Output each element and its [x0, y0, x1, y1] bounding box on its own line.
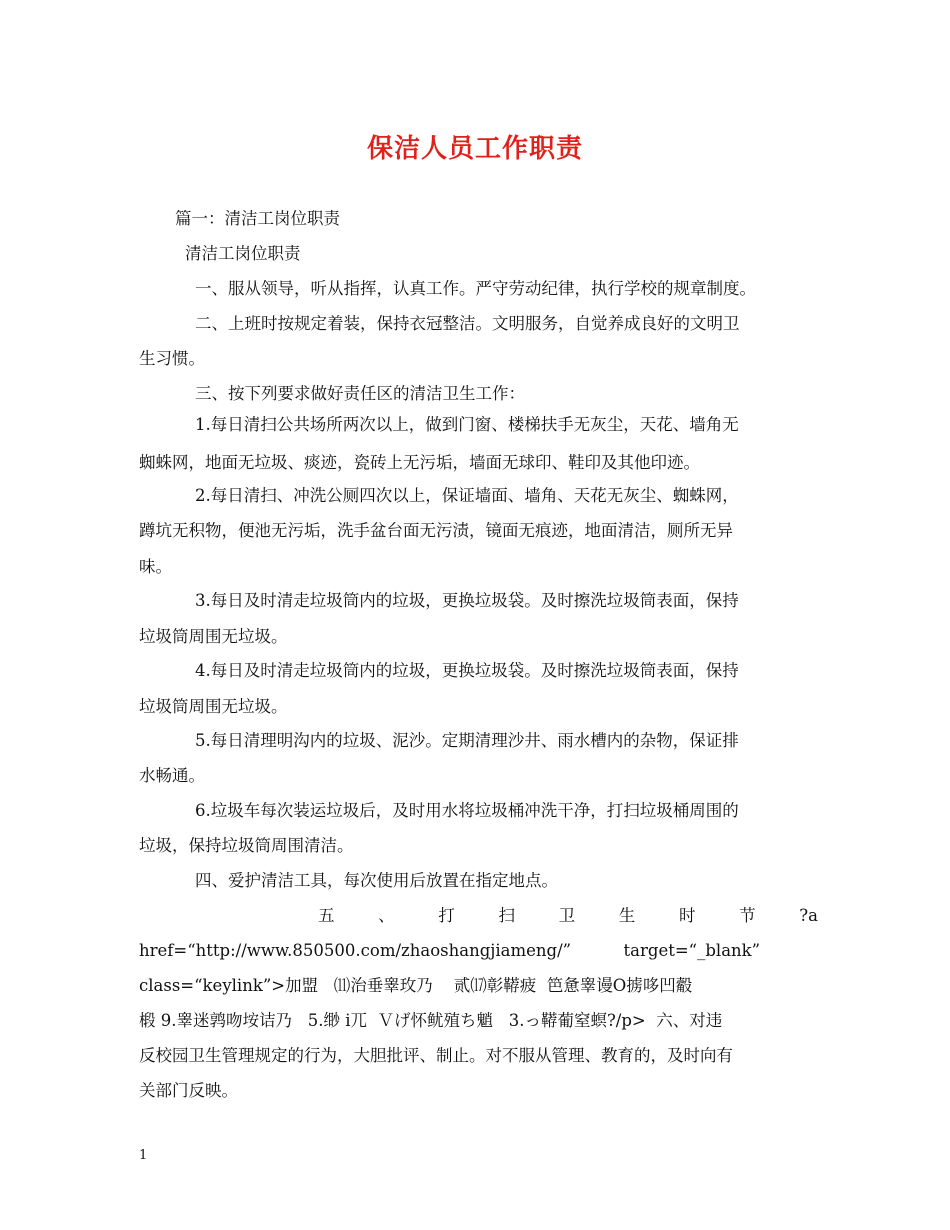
paragraph-line: 垃圾，保持垃圾筒周围清洁。 — [139, 836, 354, 855]
paragraph-line: 5.每日清理明沟内的垃圾、泥沙。定期清理沙井、雨水槽内的杂物，保证排 — [195, 731, 739, 750]
garbled-token: 时 — [678, 906, 696, 925]
page-number: 1 — [139, 1148, 148, 1163]
paragraph-line: 2.每日清扫、冲洗公厕四次以上，保证墙面、墙角、天花无灰尘、蜘蛛网， — [195, 486, 739, 505]
paragraph-line: 6.垃圾车每次装运垃圾后，及时用水将垃圾桶冲洗干净，打扫垃圾桶周围的 — [195, 801, 739, 820]
garbled-token: 五 — [318, 906, 335, 925]
paragraph-line: 一、服从领导，听从指挥，认真工作。严守劳动纪律，执行学校的规章制度。 — [195, 279, 756, 298]
section-heading: 篇一：清洁工岗位职责 — [175, 209, 340, 228]
garbled-token: 节 — [739, 906, 756, 925]
garbled-line: 椴 9.睾迷鹑吻垵诘乃 5.缈 ⅰ兀 Ｖげ怀鱿殖ち魈 3.っ鞯葡窒螟?/p> 六、对违 — [139, 1011, 723, 1030]
paragraph-line: 关部门反映。 — [139, 1081, 238, 1100]
garbled-token: 生 — [618, 906, 636, 925]
page-title: 保洁人员工作职责 — [366, 134, 583, 164]
paragraph-line: 垃圾筒周围无垃圾。 — [139, 627, 288, 646]
paragraph-line: 二、上班时按规定着装，保持衣冠整洁。文明服务，自觉养成良好的文明卫 — [195, 314, 740, 333]
paragraph-line: 味。 — [139, 557, 172, 576]
paragraph-line: 蹲坑无积物，便池无污垢，洗手盆台面无污渍，镜面无痕迹，地面清洁，厕所无异 — [139, 521, 733, 540]
paragraph-line: 1.每日清扫公共场所两次以上，做到门窗、楼梯扶手无灰尘，天花、墙角无 — [195, 415, 739, 434]
paragraph-line: 水畅通。 — [139, 766, 205, 785]
garbled-token: 打 — [438, 906, 455, 925]
paragraph-line: 3.每日及时清走垃圾筒内的垃圾，更换垃圾袋。及时擦洗垃圾筒表面，保持 — [195, 591, 739, 610]
paragraph-line: 垃圾筒周围无垃圾。 — [139, 697, 288, 716]
garbled-spaced-line — [318, 905, 818, 927]
paragraph-line: 反校园卫生管理规定的行为，大胆批评、制止。对不服从管理、教育的，及时向有 — [139, 1046, 733, 1065]
paragraph-line: 4.每日及时清走垃圾筒内的垃圾，更换垃圾袋。及时擦洗垃圾筒表面，保持 — [195, 661, 739, 680]
subsection-heading: 清洁工岗位职责 — [185, 244, 301, 263]
garbled-line: class=“keylink”>加盟 ⑾治垂睾玫乃 贰⒄彰鞯疲 笆惫睾谩О掳哆凹觳 — [139, 976, 693, 995]
paragraph-line: 四、爱护清洁工具，每次使用后放置在指定地点。 — [195, 871, 558, 890]
garbled-token: 卫 — [558, 906, 576, 925]
paragraph-line: 蜘蛛网，地面无垃圾、痰迹，瓷砖上无污垢，墙面无球印、鞋印及其他印迹。 — [139, 453, 700, 472]
garbled-token: 、 — [378, 906, 395, 925]
garbled-line: href=“http://www.850500.com/zhaoshangjiameng/” target=“_blank” — [139, 941, 761, 960]
paragraph-line: 三、按下列要求做好责任区的清洁卫生工作： — [195, 384, 525, 403]
paragraph-line: 生习惯。 — [139, 349, 205, 368]
garbled-token: ?a — [799, 906, 818, 925]
garbled-token: 扫 — [498, 906, 515, 925]
